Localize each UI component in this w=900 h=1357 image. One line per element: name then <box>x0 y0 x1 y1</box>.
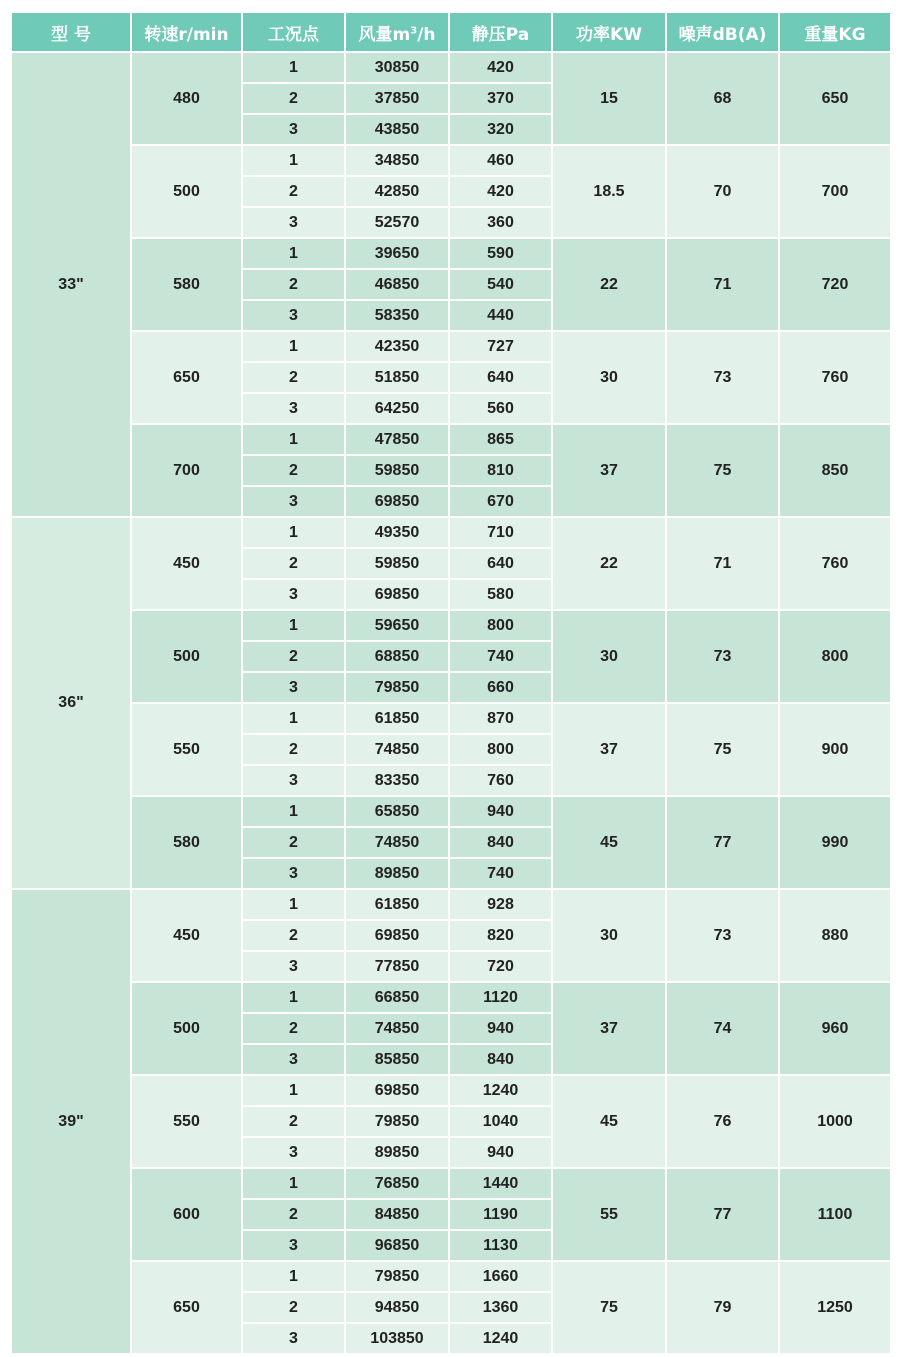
pressure-cell: 360 <box>450 208 553 239</box>
table-row <box>12 704 890 735</box>
airflow-cell: 69850 <box>346 487 450 518</box>
pressure-cell: 420 <box>450 177 553 208</box>
weight-cell: 1250 <box>780 1262 890 1355</box>
header-airflow-sup: 3 <box>410 24 418 36</box>
point-cell: 2 <box>243 363 346 394</box>
airflow-cell: 84850 <box>346 1200 450 1231</box>
pressure-cell: 1240 <box>450 1324 553 1355</box>
power-cell: 37 <box>553 425 667 518</box>
pressure-cell: 640 <box>450 549 553 580</box>
airflow-cell: 74850 <box>346 828 450 859</box>
weight-cell: 700 <box>780 146 890 239</box>
airflow-cell: 94850 <box>346 1293 450 1324</box>
point-cell: 3 <box>243 1231 346 1262</box>
point-cell: 1 <box>243 53 346 84</box>
airflow-cell: 61850 <box>346 890 450 921</box>
pressure-cell: 460 <box>450 146 553 177</box>
speed-cell: 580 <box>132 239 243 332</box>
pressure-cell: 670 <box>450 487 553 518</box>
point-cell: 1 <box>243 239 346 270</box>
airflow-cell: 96850 <box>346 1231 450 1262</box>
power-cell: 55 <box>553 1169 667 1262</box>
weight-cell: 880 <box>780 890 890 983</box>
point-cell: 3 <box>243 301 346 332</box>
header-weight: 重量KG <box>780 13 890 53</box>
weight-cell: 720 <box>780 239 890 332</box>
pressure-cell: 1240 <box>450 1076 553 1107</box>
pressure-cell: 740 <box>450 859 553 890</box>
airflow-cell: 52570 <box>346 208 450 239</box>
noise-cell: 76 <box>667 1076 780 1169</box>
pressure-cell: 870 <box>450 704 553 735</box>
header-airflow-suffix: /h <box>417 24 436 45</box>
point-cell: 1 <box>243 983 346 1014</box>
airflow-cell: 85850 <box>346 1045 450 1076</box>
point-cell: 1 <box>243 1169 346 1200</box>
power-cell: 18.5 <box>553 146 667 239</box>
weight-cell: 760 <box>780 332 890 425</box>
pressure-cell: 760 <box>450 766 553 797</box>
pressure-cell: 580 <box>450 580 553 611</box>
noise-cell: 75 <box>667 704 780 797</box>
point-cell: 1 <box>243 890 346 921</box>
header-noise: 噪声dB(A) <box>667 13 780 53</box>
pressure-cell: 1120 <box>450 983 553 1014</box>
weight-cell: 800 <box>780 611 890 704</box>
pressure-cell: 800 <box>450 735 553 766</box>
pressure-cell: 1440 <box>450 1169 553 1200</box>
point-cell: 3 <box>243 673 346 704</box>
weight-cell: 1100 <box>780 1169 890 1262</box>
pressure-cell: 1040 <box>450 1107 553 1138</box>
pressure-cell: 1190 <box>450 1200 553 1231</box>
point-cell: 2 <box>243 1107 346 1138</box>
model-cell: 33" <box>12 53 132 518</box>
power-cell: 30 <box>553 890 667 983</box>
airflow-cell: 89850 <box>346 859 450 890</box>
point-cell: 3 <box>243 394 346 425</box>
power-cell: 15 <box>553 53 667 146</box>
airflow-cell: 34850 <box>346 146 450 177</box>
point-cell: 3 <box>243 1324 346 1355</box>
point-cell: 3 <box>243 115 346 146</box>
table-row <box>12 1169 890 1200</box>
pressure-cell: 320 <box>450 115 553 146</box>
airflow-cell: 47850 <box>346 425 450 456</box>
weight-cell: 850 <box>780 425 890 518</box>
speed-cell: 580 <box>132 797 243 890</box>
airflow-cell: 74850 <box>346 735 450 766</box>
speed-cell: 500 <box>132 146 243 239</box>
table-row <box>12 890 890 921</box>
point-cell: 1 <box>243 704 346 735</box>
power-cell: 45 <box>553 1076 667 1169</box>
pressure-cell: 710 <box>450 518 553 549</box>
header-power: 功率KW <box>553 13 667 53</box>
speed-cell: 600 <box>132 1169 243 1262</box>
pressure-cell: 590 <box>450 239 553 270</box>
airflow-cell: 69850 <box>346 1076 450 1107</box>
airflow-cell: 76850 <box>346 1169 450 1200</box>
speed-cell: 500 <box>132 983 243 1076</box>
point-cell: 3 <box>243 580 346 611</box>
airflow-cell: 43850 <box>346 115 450 146</box>
point-cell: 2 <box>243 735 346 766</box>
pressure-cell: 660 <box>450 673 553 704</box>
airflow-cell: 89850 <box>346 1138 450 1169</box>
point-cell: 3 <box>243 487 346 518</box>
point-cell: 1 <box>243 797 346 828</box>
noise-cell: 73 <box>667 890 780 983</box>
airflow-cell: 69850 <box>346 580 450 611</box>
pressure-cell: 640 <box>450 363 553 394</box>
pressure-cell: 940 <box>450 1014 553 1045</box>
point-cell: 3 <box>243 1138 346 1169</box>
pressure-cell: 720 <box>450 952 553 983</box>
noise-cell: 77 <box>667 797 780 890</box>
airflow-cell: 74850 <box>346 1014 450 1045</box>
airflow-cell: 66850 <box>346 983 450 1014</box>
speed-cell: 550 <box>132 704 243 797</box>
point-cell: 1 <box>243 518 346 549</box>
airflow-cell: 39650 <box>346 239 450 270</box>
point-cell: 2 <box>243 1014 346 1045</box>
speed-cell: 450 <box>132 518 243 611</box>
weight-cell: 900 <box>780 704 890 797</box>
table-row <box>12 1076 890 1107</box>
airflow-cell: 42850 <box>346 177 450 208</box>
power-cell: 22 <box>553 239 667 332</box>
point-cell: 1 <box>243 1262 346 1293</box>
point-cell: 2 <box>243 828 346 859</box>
weight-cell: 990 <box>780 797 890 890</box>
airflow-cell: 79850 <box>346 673 450 704</box>
speed-cell: 550 <box>132 1076 243 1169</box>
pressure-cell: 840 <box>450 828 553 859</box>
airflow-cell: 46850 <box>346 270 450 301</box>
pressure-cell: 727 <box>450 332 553 363</box>
point-cell: 2 <box>243 177 346 208</box>
airflow-cell: 59850 <box>346 549 450 580</box>
weight-cell: 650 <box>780 53 890 146</box>
table-row <box>12 1262 890 1293</box>
header-point: 工况点 <box>243 13 346 53</box>
header-model: 型 号 <box>12 13 132 53</box>
pressure-cell: 740 <box>450 642 553 673</box>
noise-cell: 73 <box>667 332 780 425</box>
header-row <box>12 13 890 53</box>
table-row <box>12 518 890 549</box>
power-cell: 22 <box>553 518 667 611</box>
table-row <box>12 983 890 1014</box>
table-row <box>12 146 890 177</box>
airflow-cell: 49350 <box>346 518 450 549</box>
speed-cell: 480 <box>132 53 243 146</box>
point-cell: 2 <box>243 84 346 115</box>
airflow-cell: 61850 <box>346 704 450 735</box>
point-cell: 3 <box>243 208 346 239</box>
model-cell: 36" <box>12 518 132 890</box>
noise-cell: 74 <box>667 983 780 1076</box>
airflow-cell: 79850 <box>346 1262 450 1293</box>
power-cell: 75 <box>553 1262 667 1355</box>
airflow-cell: 64250 <box>346 394 450 425</box>
point-cell: 3 <box>243 1045 346 1076</box>
model-cell: 39" <box>12 890 132 1355</box>
header-pressure: 静压Pa <box>450 13 553 53</box>
airflow-cell: 51850 <box>346 363 450 394</box>
pressure-cell: 840 <box>450 1045 553 1076</box>
point-cell: 1 <box>243 425 346 456</box>
airflow-cell: 30850 <box>346 53 450 84</box>
power-cell: 30 <box>553 332 667 425</box>
pressure-cell: 940 <box>450 1138 553 1169</box>
weight-cell: 960 <box>780 983 890 1076</box>
fan-spec-table <box>12 13 890 1355</box>
airflow-cell: 83350 <box>346 766 450 797</box>
airflow-cell: 59850 <box>346 456 450 487</box>
point-cell: 2 <box>243 270 346 301</box>
table-row <box>12 53 890 84</box>
point-cell: 1 <box>243 332 346 363</box>
noise-cell: 70 <box>667 146 780 239</box>
pressure-cell: 810 <box>450 456 553 487</box>
noise-cell: 79 <box>667 1262 780 1355</box>
point-cell: 3 <box>243 952 346 983</box>
pressure-cell: 1660 <box>450 1262 553 1293</box>
power-cell: 30 <box>553 611 667 704</box>
noise-cell: 68 <box>667 53 780 146</box>
point-cell: 2 <box>243 456 346 487</box>
power-cell: 37 <box>553 983 667 1076</box>
pressure-cell: 420 <box>450 53 553 84</box>
airflow-cell: 37850 <box>346 84 450 115</box>
airflow-cell: 59650 <box>346 611 450 642</box>
header-speed: 转速r/min <box>132 13 243 53</box>
point-cell: 2 <box>243 921 346 952</box>
pressure-cell: 1360 <box>450 1293 553 1324</box>
point-cell: 2 <box>243 1200 346 1231</box>
point-cell: 2 <box>243 549 346 580</box>
speed-cell: 650 <box>132 1262 243 1355</box>
weight-cell: 1000 <box>780 1076 890 1169</box>
speed-cell: 700 <box>132 425 243 518</box>
header-airflow <box>346 13 450 53</box>
airflow-cell: 68850 <box>346 642 450 673</box>
pressure-cell: 1130 <box>450 1231 553 1262</box>
table-row <box>12 239 890 270</box>
pressure-cell: 940 <box>450 797 553 828</box>
pressure-cell: 820 <box>450 921 553 952</box>
airflow-cell: 69850 <box>346 921 450 952</box>
table-row <box>12 332 890 363</box>
point-cell: 2 <box>243 642 346 673</box>
airflow-cell: 58350 <box>346 301 450 332</box>
noise-cell: 71 <box>667 518 780 611</box>
speed-cell: 650 <box>132 332 243 425</box>
airflow-cell: 77850 <box>346 952 450 983</box>
point-cell: 1 <box>243 1076 346 1107</box>
pressure-cell: 540 <box>450 270 553 301</box>
point-cell: 2 <box>243 1293 346 1324</box>
weight-cell: 760 <box>780 518 890 611</box>
pressure-cell: 800 <box>450 611 553 642</box>
table-row <box>12 611 890 642</box>
point-cell: 1 <box>243 146 346 177</box>
header-airflow-prefix: 风量m <box>358 24 411 45</box>
point-cell: 1 <box>243 611 346 642</box>
power-cell: 45 <box>553 797 667 890</box>
point-cell: 3 <box>243 766 346 797</box>
noise-cell: 77 <box>667 1169 780 1262</box>
airflow-cell: 65850 <box>346 797 450 828</box>
table-row <box>12 425 890 456</box>
airflow-cell: 42350 <box>346 332 450 363</box>
table-body <box>12 53 890 1355</box>
speed-cell: 500 <box>132 611 243 704</box>
pressure-cell: 560 <box>450 394 553 425</box>
pressure-cell: 440 <box>450 301 553 332</box>
table-row <box>12 797 890 828</box>
speed-cell: 450 <box>132 890 243 983</box>
pressure-cell: 865 <box>450 425 553 456</box>
airflow-cell: 103850 <box>346 1324 450 1355</box>
pressure-cell: 370 <box>450 84 553 115</box>
power-cell: 37 <box>553 704 667 797</box>
point-cell: 3 <box>243 859 346 890</box>
noise-cell: 71 <box>667 239 780 332</box>
noise-cell: 73 <box>667 611 780 704</box>
airflow-cell: 79850 <box>346 1107 450 1138</box>
pressure-cell: 928 <box>450 890 553 921</box>
noise-cell: 75 <box>667 425 780 518</box>
